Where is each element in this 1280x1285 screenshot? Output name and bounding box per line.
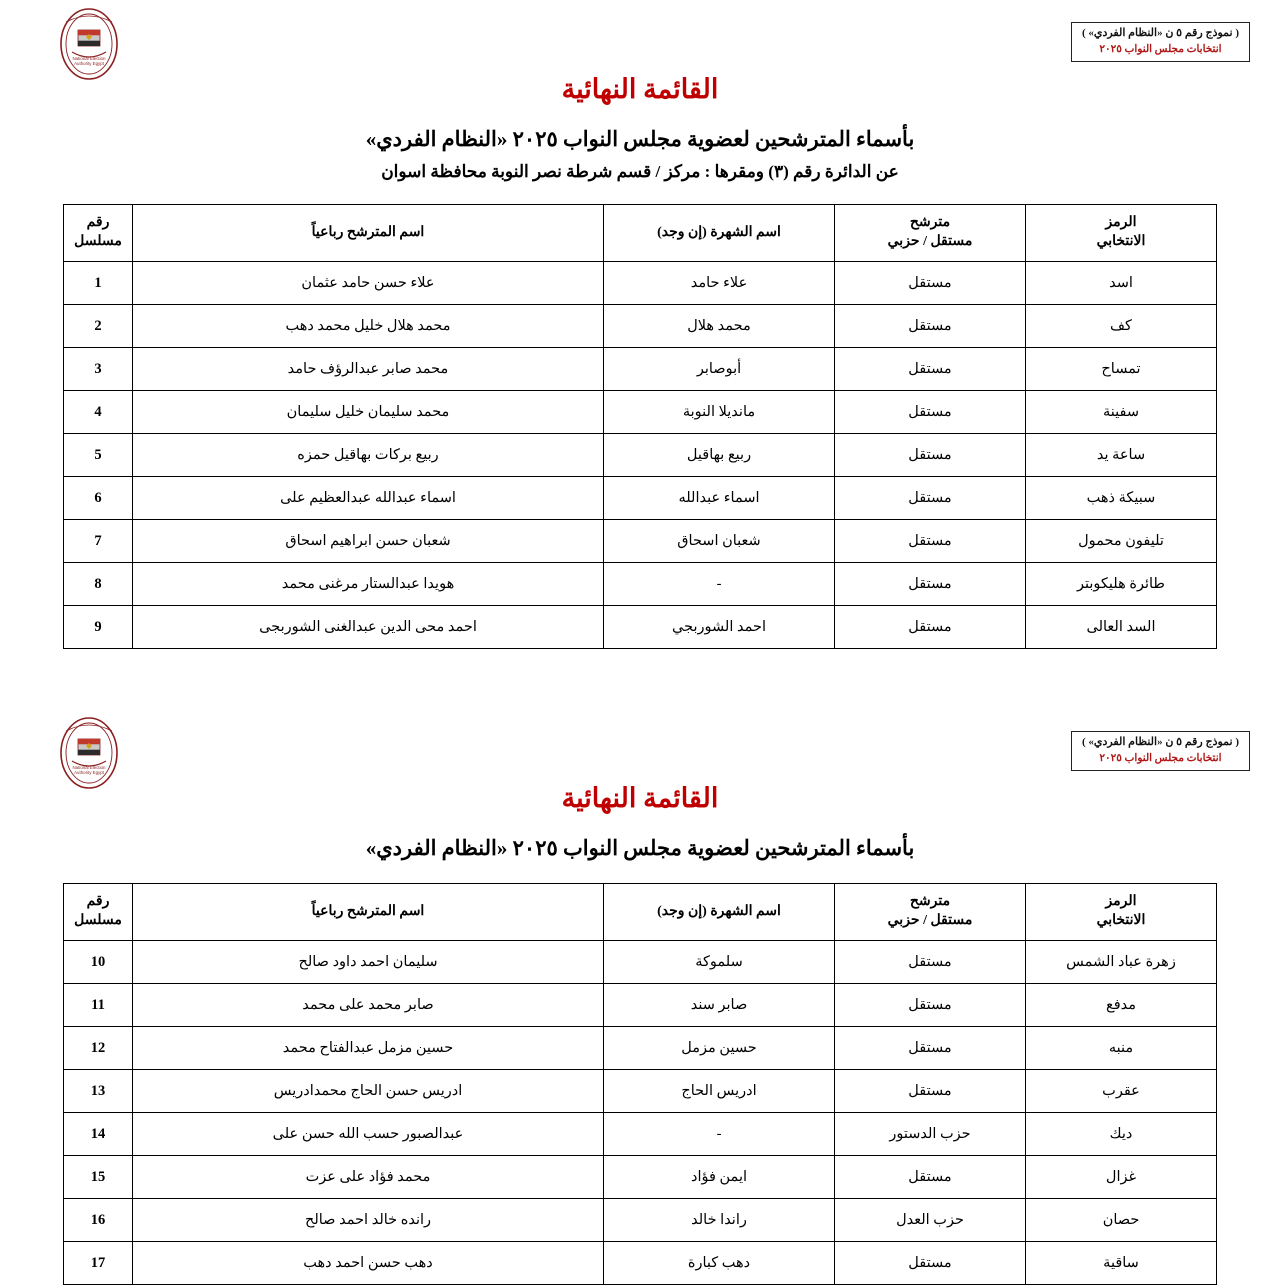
cell-party: مستقل (835, 984, 1026, 1027)
cell-party: مستقل (835, 1070, 1026, 1113)
column-header-party (835, 884, 1026, 941)
form-stamp-line1: ( نموذج رقم ٥ ن «النظام الفردي» ) (1081, 27, 1239, 39)
column-header-name: اسم المترشح رباعياً (133, 884, 604, 941)
cell-name: سليمان احمد داود صالح (133, 941, 604, 984)
cell-symbol: زهرة عباد الشمس (1026, 941, 1217, 984)
column-header-serial-line1: رقم (86, 894, 110, 910)
national-election-authority-logo-icon (60, 717, 118, 789)
cell-fame: اسماء عبدالله (604, 477, 835, 520)
cell-symbol: اسد (1026, 262, 1217, 305)
cell-party: حزب الدستور (835, 1113, 1026, 1156)
document-header-2 (0, 709, 1280, 775)
cell-name: رانده خالد احمد صالح (133, 1199, 604, 1242)
cell-party: مستقل (835, 305, 1026, 348)
cell-serial: 10 (64, 941, 133, 984)
svg-text:Authority Egypt: Authority Egypt (74, 770, 104, 775)
table-row (64, 563, 1217, 606)
cell-name: ادريس حسن الحاج محمدادريس (133, 1070, 604, 1113)
column-header-party-line1: مترشح (909, 215, 951, 231)
cell-fame: صابر سند (604, 984, 835, 1027)
cell-name: دهب حسن احمد دهب (133, 1242, 604, 1285)
svg-text:Authority Egypt: Authority Egypt (74, 61, 104, 66)
cell-fame: - (604, 563, 835, 606)
table-row (64, 1199, 1217, 1242)
cell-serial: 6 (64, 477, 133, 520)
cell-party: مستقل (835, 1156, 1026, 1199)
cell-serial: 8 (64, 563, 133, 606)
cell-symbol: ساعة يد (1026, 434, 1217, 477)
candidates-table-2 (63, 883, 1217, 1285)
cell-serial: 11 (64, 984, 133, 1027)
table-row (64, 1113, 1217, 1156)
candidates-table-1 (63, 204, 1217, 649)
cell-symbol: عقرب (1026, 1070, 1217, 1113)
cell-serial: 4 (64, 391, 133, 434)
cell-party: مستقل (835, 1027, 1026, 1070)
document-header (0, 0, 1280, 66)
column-header-party (835, 205, 1026, 262)
cell-symbol: تمساح (1026, 348, 1217, 391)
cell-name: احمد محى الدين عبدالغنى الشوربجى (133, 606, 604, 649)
column-header-party-line1: مترشح (909, 894, 951, 910)
column-header-symbol (1026, 205, 1217, 262)
cell-fame: مانديلا النوبة (604, 391, 835, 434)
cell-symbol: غزال (1026, 1156, 1217, 1199)
cell-name: شعبان حسن ابراهيم اسحاق (133, 520, 604, 563)
cell-symbol: سبيكة ذهب (1026, 477, 1217, 520)
cell-name: محمد صابر عبدالرؤف حامد (133, 348, 604, 391)
cell-fame: محمد هلال (604, 305, 835, 348)
cell-party: مستقل (835, 348, 1026, 391)
form-number-stamp (1071, 22, 1250, 62)
table-row (64, 348, 1217, 391)
column-header-fame: اسم الشهرة (إن وجد) (604, 884, 835, 941)
cell-party: مستقل (835, 563, 1026, 606)
cell-name: محمد فؤاد على عزت (133, 1156, 604, 1199)
cell-fame: ايمن فؤاد (604, 1156, 835, 1199)
table-row (64, 941, 1217, 984)
column-header-fame: اسم الشهرة (إن وجد) (604, 205, 835, 262)
cell-party: مستقل (835, 606, 1026, 649)
cell-serial: 16 (64, 1199, 133, 1242)
national-election-authority-logo-icon (60, 8, 118, 80)
cell-serial: 12 (64, 1027, 133, 1070)
cell-party: مستقل (835, 477, 1026, 520)
cell-serial: 5 (64, 434, 133, 477)
column-header-serial-line2: مسلسل (74, 913, 122, 928)
cell-party: حزب العدل (835, 1199, 1026, 1242)
cell-symbol: طائرة هليكوبتر (1026, 563, 1217, 606)
table-header-row (64, 205, 1217, 262)
cell-name: علاء حسن حامد عثمان (133, 262, 604, 305)
cell-serial: 2 (64, 305, 133, 348)
column-header-symbol (1026, 884, 1217, 941)
cell-name: هويدا عبدالستار مرغنى محمد (133, 563, 604, 606)
cell-symbol: مدفع (1026, 984, 1217, 1027)
cell-fame: - (604, 1113, 835, 1156)
cell-fame: علاء حامد (604, 262, 835, 305)
table-row (64, 305, 1217, 348)
table-row (64, 1027, 1217, 1070)
district-line: عن الدائرة رقم (٣) ومقرها : مركز / قسم شرطة نصر النوبة محافظة اسوان (381, 162, 899, 181)
table-row (64, 606, 1217, 649)
cell-party: مستقل (835, 391, 1026, 434)
cell-name: حسين مزمل عبدالفتاح محمد (133, 1027, 604, 1070)
table-row (64, 984, 1217, 1027)
table-body-1 (64, 262, 1217, 649)
svg-text:National Election: National Election (72, 765, 106, 770)
page-title: القائمة النهائية (561, 74, 719, 104)
column-header-symbol-line1: الرمز (1105, 215, 1137, 231)
table-row (64, 1156, 1217, 1199)
cell-fame: شعبان اسحاق (604, 520, 835, 563)
cell-serial: 14 (64, 1113, 133, 1156)
cell-serial: 9 (64, 606, 133, 649)
table-row (64, 1070, 1217, 1113)
cell-symbol: السد العالى (1026, 606, 1217, 649)
cell-symbol: ديك (1026, 1113, 1217, 1156)
table-row (64, 477, 1217, 520)
cell-symbol: تليفون محمول (1026, 520, 1217, 563)
page-subtitle: بأسماء المترشحين لعضوية مجلس النواب ٢٠٢٥ «النظام الفردي» (365, 127, 915, 151)
page-break-spacer (0, 649, 1280, 683)
page-section-2 (0, 709, 1280, 1285)
cell-serial: 3 (64, 348, 133, 391)
cell-name: محمد سليمان خليل سليمان (133, 391, 604, 434)
column-header-party-line2: مستقل / حزبي (887, 913, 973, 928)
cell-serial: 13 (64, 1070, 133, 1113)
cell-party: مستقل (835, 520, 1026, 563)
table-row (64, 1242, 1217, 1285)
table-body-2 (64, 941, 1217, 1285)
column-header-party-line2: مستقل / حزبي (887, 234, 973, 249)
cell-fame: أبوصابر (604, 348, 835, 391)
cell-symbol: ساقية (1026, 1242, 1217, 1285)
column-header-name: اسم المترشح رباعياً (133, 205, 604, 262)
cell-symbol: سفينة (1026, 391, 1217, 434)
cell-serial: 15 (64, 1156, 133, 1199)
cell-fame: حسين مزمل (604, 1027, 835, 1070)
form-stamp-line1: ( نموذج رقم ٥ ن «النظام الفردي» ) (1081, 736, 1239, 748)
table-header-row (64, 884, 1217, 941)
column-header-serial (64, 205, 133, 262)
cell-fame: ادريس الحاج (604, 1070, 835, 1113)
column-header-symbol-line2: الانتخابي (1096, 913, 1146, 928)
cell-symbol: كف (1026, 305, 1217, 348)
cell-name: ربيع بركات بهاقيل حمزه (133, 434, 604, 477)
cell-serial: 7 (64, 520, 133, 563)
cell-fame: دهب كبارة (604, 1242, 835, 1285)
cell-fame: راندا خالد (604, 1199, 835, 1242)
cell-name: محمد هلال خليل محمد دهب (133, 305, 604, 348)
cell-symbol: منبه (1026, 1027, 1217, 1070)
column-header-symbol-line1: الرمز (1105, 894, 1137, 910)
table-row (64, 520, 1217, 563)
column-header-serial-line2: مسلسل (74, 234, 122, 249)
cell-name: عبدالصبور حسب الله حسن على (133, 1113, 604, 1156)
cell-fame: احمد الشوربجي (604, 606, 835, 649)
cell-name: اسماء عبدالله عبدالعظيم على (133, 477, 604, 520)
cell-name: صابر محمد على محمد (133, 984, 604, 1027)
page-subtitle-2: بأسماء المترشحين لعضوية مجلس النواب ٢٠٢٥ «النظام الفردي» (365, 836, 915, 860)
table-row (64, 391, 1217, 434)
form-stamp-line2: انتخابات مجلس النواب ٢٠٢٥ (1099, 43, 1222, 55)
column-header-symbol-line2: الانتخابي (1096, 234, 1146, 249)
cell-fame: ربيع بهاقيل (604, 434, 835, 477)
page-title-2: القائمة النهائية (561, 783, 719, 813)
form-number-stamp-2 (1071, 731, 1250, 771)
column-header-serial-line1: رقم (86, 215, 110, 231)
cell-party: مستقل (835, 1242, 1026, 1285)
cell-party: مستقل (835, 262, 1026, 305)
column-header-serial (64, 884, 133, 941)
cell-fame: سلموكة (604, 941, 835, 984)
table-row (64, 262, 1217, 305)
cell-symbol: حصان (1026, 1199, 1217, 1242)
cell-serial: 1 (64, 262, 133, 305)
svg-text:National Election: National Election (72, 56, 106, 61)
cell-serial: 17 (64, 1242, 133, 1285)
table-row (64, 434, 1217, 477)
cell-party: مستقل (835, 941, 1026, 984)
form-stamp-line2: انتخابات مجلس النواب ٢٠٢٥ (1099, 752, 1222, 764)
cell-party: مستقل (835, 434, 1026, 477)
